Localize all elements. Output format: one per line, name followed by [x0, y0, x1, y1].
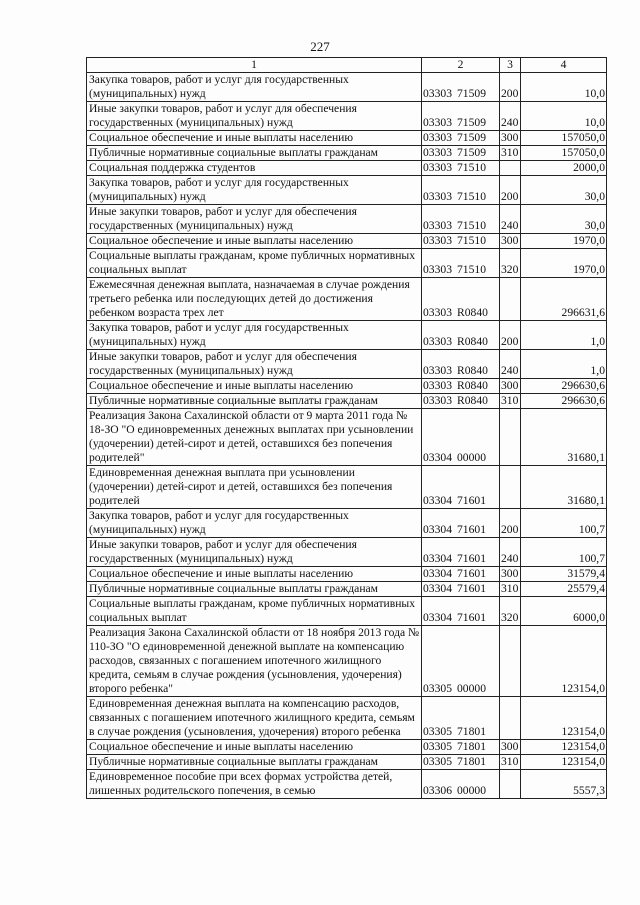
program-code: 03303 — [423, 87, 452, 100]
row-description: Социальные выплаты гражданам, кроме публичных нормативных социальных выплат — [87, 249, 422, 278]
row-target-code — [422, 770, 500, 799]
direction-code: 71601 — [457, 494, 486, 507]
row-target-code — [422, 394, 500, 409]
program-code: 03304 — [423, 611, 452, 624]
row-expense-type: 310 — [500, 582, 521, 597]
row-description: Социальное обеспечение и иные выплаты населению — [87, 131, 422, 146]
budget-table — [86, 57, 607, 799]
row-description: Публичные нормативные социальные выплаты гражданам — [87, 755, 422, 770]
row-expense-type: 300 — [500, 131, 521, 146]
row-amount: 2000,0 — [521, 161, 607, 176]
direction-code: 71510 — [457, 190, 486, 203]
row-description: Социальные выплаты гражданам, кроме публичных нормативных социальных выплат — [87, 597, 422, 626]
row-expense-type — [500, 626, 521, 697]
row-target-code — [422, 567, 500, 582]
row-target-code — [422, 176, 500, 205]
program-code: 03303 — [423, 190, 452, 203]
row-expense-type: 310 — [500, 394, 521, 409]
row-expense-type: 310 — [500, 755, 521, 770]
direction-code: 00000 — [457, 682, 486, 695]
row-target-code — [422, 466, 500, 509]
row-amount: 31680,1 — [521, 466, 607, 509]
direction-code: R0840 — [457, 379, 488, 392]
direction-code: 00000 — [457, 451, 486, 464]
table-row — [87, 73, 607, 102]
row-expense-type: 300 — [500, 379, 521, 394]
direction-code: 71801 — [457, 725, 486, 738]
row-target-code — [422, 102, 500, 131]
program-code: 03303 — [423, 306, 452, 319]
row-amount: 10,0 — [521, 73, 607, 102]
table-row — [87, 176, 607, 205]
row-expense-type: 320 — [500, 597, 521, 626]
table-row — [87, 409, 607, 466]
row-amount: 25579,4 — [521, 582, 607, 597]
column-header-expense-type: 3 — [500, 58, 521, 73]
row-amount: 296631,6 — [521, 278, 607, 321]
row-expense-type — [500, 697, 521, 740]
direction-code: R0840 — [457, 394, 488, 407]
table-row — [87, 697, 607, 740]
row-target-code — [422, 350, 500, 379]
direction-code: 71510 — [457, 161, 486, 174]
table-row — [87, 740, 607, 755]
row-expense-type: 240 — [500, 205, 521, 234]
program-code: 03303 — [423, 234, 452, 247]
table-row — [87, 466, 607, 509]
row-amount: 1,0 — [521, 321, 607, 350]
row-description: Иные закупки товаров, работ и услуг для обеспечения государственных (муниципальных) нужд — [87, 205, 422, 234]
table-row — [87, 567, 607, 582]
row-target-code — [422, 146, 500, 161]
row-description: Иные закупки товаров, работ и услуг для обеспечения государственных (муниципальных) нужд — [87, 538, 422, 567]
row-amount: 10,0 — [521, 102, 607, 131]
row-target-code — [422, 161, 500, 176]
table-row — [87, 626, 607, 697]
row-amount: 1970,0 — [521, 249, 607, 278]
direction-code: 71510 — [457, 263, 486, 276]
row-target-code — [422, 249, 500, 278]
row-amount: 123154,0 — [521, 626, 607, 697]
column-header-code: 2 — [422, 58, 500, 73]
row-description: Иные закупки товаров, работ и услуг для обеспечения государственных (муниципальных) нужд — [87, 102, 422, 131]
direction-code: 71510 — [457, 219, 486, 232]
row-target-code — [422, 73, 500, 102]
row-amount: 6000,0 — [521, 597, 607, 626]
table-row — [87, 161, 607, 176]
program-code: 03303 — [423, 161, 452, 174]
program-code: 03303 — [423, 146, 452, 159]
row-target-code — [422, 597, 500, 626]
row-amount: 5557,3 — [521, 770, 607, 799]
row-amount: 30,0 — [521, 205, 607, 234]
row-expense-type: 200 — [500, 321, 521, 350]
table-row — [87, 379, 607, 394]
row-description: Социальная поддержка студентов — [87, 161, 422, 176]
table-row — [87, 597, 607, 626]
direction-code: 00000 — [457, 784, 486, 797]
table-row — [87, 350, 607, 379]
program-code: 03304 — [423, 567, 452, 580]
row-target-code — [422, 538, 500, 567]
program-code: 03303 — [423, 364, 452, 377]
row-expense-type: 200 — [500, 176, 521, 205]
table-row — [87, 146, 607, 161]
page-number: 227 — [310, 39, 330, 54]
program-code: 03303 — [423, 116, 452, 129]
table-row — [87, 249, 607, 278]
direction-code: 71509 — [457, 131, 486, 144]
row-amount: 1,0 — [521, 350, 607, 379]
table-row — [87, 205, 607, 234]
row-description: Публичные нормативные социальные выплаты гражданам — [87, 146, 422, 161]
row-expense-type — [500, 278, 521, 321]
column-header-amount: 4 — [521, 58, 607, 73]
row-target-code — [422, 234, 500, 249]
table-row — [87, 234, 607, 249]
row-description: Реализация Закона Сахалинской области от 9 марта 2011 года № 18-ЗО "О единовременных денежных выплатах при усыновлении (удочерении) детей-сирот и детей, оставшихся без попечения родителей" — [87, 409, 422, 466]
row-description: Единовременное пособие при всех формах устройства детей, лишенных родительского попечения, в семью — [87, 770, 422, 799]
row-description: Социальное обеспечение и иные выплаты населению — [87, 234, 422, 249]
table-row — [87, 102, 607, 131]
row-amount: 31680,1 — [521, 409, 607, 466]
table-row — [87, 321, 607, 350]
row-amount: 157050,0 — [521, 131, 607, 146]
program-code: 03303 — [423, 263, 452, 276]
direction-code: 71601 — [457, 567, 486, 580]
header-row — [87, 58, 607, 73]
table-row — [87, 538, 607, 567]
program-code: 03305 — [423, 740, 452, 753]
program-code: 03303 — [423, 335, 452, 348]
program-code: 03304 — [423, 582, 452, 595]
program-code: 03303 — [423, 131, 452, 144]
row-expense-type: 200 — [500, 509, 521, 538]
row-target-code — [422, 205, 500, 234]
row-description: Публичные нормативные социальные выплаты гражданам — [87, 394, 422, 409]
row-description: Публичные нормативные социальные выплаты гражданам — [87, 582, 422, 597]
table-row — [87, 582, 607, 597]
row-expense-type — [500, 770, 521, 799]
direction-code: 71509 — [457, 116, 486, 129]
column-header-name: 1 — [87, 58, 422, 73]
row-amount: 296630,6 — [521, 394, 607, 409]
row-description: Реализация Закона Сахалинской области от 18 ноября 2013 года № 110-ЗО "О единовременной денежной выплате на компенсацию расходов, связанных с погашением ипотечного жилищного кредита, семьям в случае рождения (усыновления, удочерения) второго ребенка" — [87, 626, 422, 697]
row-description: Единовременная денежная выплата при усыновлении (удочерении) детей-сирот и детей, оставшихся без попечения родителей — [87, 466, 422, 509]
row-expense-type: 240 — [500, 102, 521, 131]
table-row — [87, 394, 607, 409]
row-expense-type: 200 — [500, 73, 521, 102]
direction-code: 71509 — [457, 87, 486, 100]
row-expense-type — [500, 161, 521, 176]
row-amount: 1970,0 — [521, 234, 607, 249]
row-expense-type: 240 — [500, 350, 521, 379]
row-description: Социальное обеспечение и иные выплаты населению — [87, 379, 422, 394]
row-amount: 123154,0 — [521, 740, 607, 755]
row-amount: 100,7 — [521, 538, 607, 567]
row-target-code — [422, 321, 500, 350]
row-description: Социальное обеспечение и иные выплаты населению — [87, 567, 422, 582]
program-code: 03304 — [423, 552, 452, 565]
row-target-code — [422, 626, 500, 697]
row-description: Иные закупки товаров, работ и услуг для обеспечения государственных (муниципальных) нужд — [87, 350, 422, 379]
row-target-code — [422, 582, 500, 597]
row-description: Закупка товаров, работ и услуг для государственных (муниципальных) нужд — [87, 509, 422, 538]
row-expense-type: 300 — [500, 234, 521, 249]
row-target-code — [422, 697, 500, 740]
direction-code: R0840 — [457, 306, 488, 319]
program-code: 03304 — [423, 451, 452, 464]
row-description: Единовременная денежная выплата на компенсацию расходов, связанных с погашением ипотечного жилищного кредита, семьям в случае рождения (усыновления, удочерения) второго ребенка — [87, 697, 422, 740]
program-code: 03306 — [423, 784, 452, 797]
row-description: Закупка товаров, работ и услуг для государственных (муниципальных) нужд — [87, 73, 422, 102]
program-code: 03304 — [423, 494, 452, 507]
row-target-code — [422, 509, 500, 538]
row-amount: 123154,0 — [521, 755, 607, 770]
row-amount: 100,7 — [521, 509, 607, 538]
direction-code: 71801 — [457, 740, 486, 753]
row-amount: 123154,0 — [521, 697, 607, 740]
direction-code: 71510 — [457, 234, 486, 247]
table-row — [87, 509, 607, 538]
direction-code: 71601 — [457, 582, 486, 595]
row-target-code — [422, 755, 500, 770]
table-row — [87, 770, 607, 799]
direction-code: 71601 — [457, 611, 486, 624]
program-code: 03303 — [423, 379, 452, 392]
row-expense-type — [500, 466, 521, 509]
table-row — [87, 755, 607, 770]
row-description: Закупка товаров, работ и услуг для государственных (муниципальных) нужд — [87, 321, 422, 350]
direction-code: 71509 — [457, 146, 486, 159]
row-amount: 31579,4 — [521, 567, 607, 582]
row-expense-type: 310 — [500, 146, 521, 161]
row-description: Социальное обеспечение и иные выплаты населению — [87, 740, 422, 755]
row-amount: 30,0 — [521, 176, 607, 205]
table-row — [87, 278, 607, 321]
program-code: 03305 — [423, 755, 452, 768]
row-amount: 296630,6 — [521, 379, 607, 394]
row-expense-type: 300 — [500, 567, 521, 582]
row-expense-type: 240 — [500, 538, 521, 567]
program-code: 03304 — [423, 523, 452, 536]
row-target-code — [422, 379, 500, 394]
program-code: 03305 — [423, 682, 452, 695]
row-target-code — [422, 131, 500, 146]
row-description: Закупка товаров, работ и услуг для государственных (муниципальных) нужд — [87, 176, 422, 205]
program-code: 03303 — [423, 394, 452, 407]
row-amount: 157050,0 — [521, 146, 607, 161]
row-expense-type — [500, 409, 521, 466]
program-code: 03305 — [423, 725, 452, 738]
row-target-code — [422, 740, 500, 755]
table-row — [87, 131, 607, 146]
program-code: 03303 — [423, 219, 452, 232]
row-expense-type: 300 — [500, 740, 521, 755]
row-description: Ежемесячная денежная выплата, назначаемая в случае рождения третьего ребенка или последующих детей до достижения ребенком возраста трех лет — [87, 278, 422, 321]
row-expense-type: 320 — [500, 249, 521, 278]
direction-code: 71801 — [457, 755, 486, 768]
direction-code: R0840 — [457, 364, 488, 377]
direction-code: 71601 — [457, 552, 486, 565]
direction-code: R0840 — [457, 335, 488, 348]
row-target-code — [422, 278, 500, 321]
direction-code: 71601 — [457, 523, 486, 536]
row-target-code — [422, 409, 500, 466]
